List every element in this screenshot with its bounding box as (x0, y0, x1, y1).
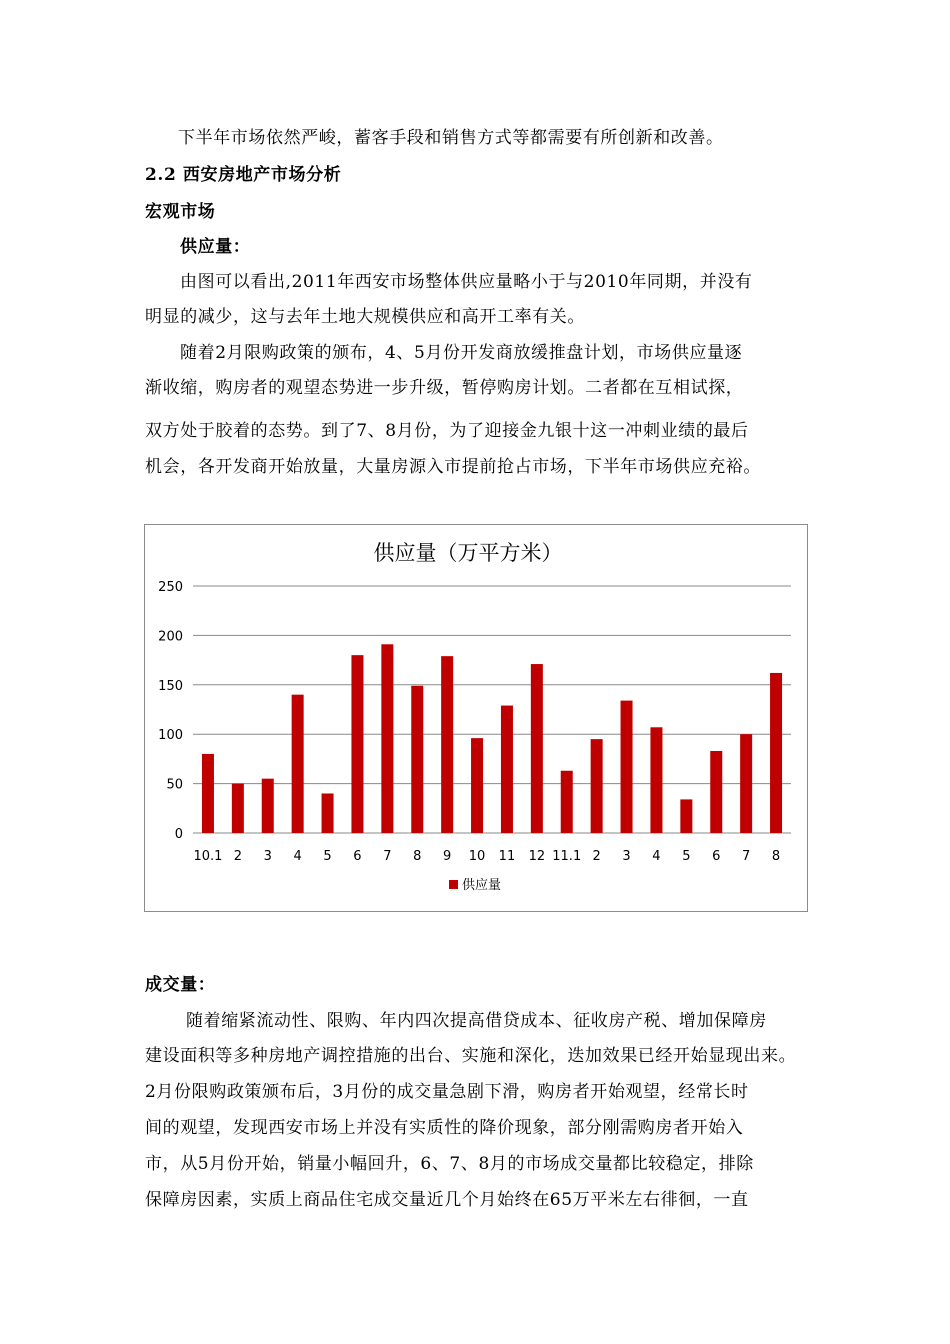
x-tick-label: 2 (592, 849, 601, 864)
y-tick-label: 250 (158, 580, 183, 595)
bar (381, 644, 393, 833)
x-tick-label: 2 (233, 849, 242, 864)
bar (531, 664, 543, 833)
deal-para-line3: 2月份限购政策颁布后，3月份的成交量急剧下滑，购房者开始观望，经常长时 (145, 1082, 749, 1102)
bar (621, 701, 633, 833)
bar (471, 738, 483, 833)
bar (262, 779, 274, 833)
bar (680, 799, 692, 833)
bar (322, 793, 334, 833)
deal-para-line6: 保障房因素，实质上商品住宅成交量近几个月始终在65万平米左右徘徊，一直 (145, 1190, 749, 1210)
supply-para2-line3: 双方处于胶着的态势。到了7、8月份，为了迎接金九银十这一冲刺业绩的最后 (145, 421, 749, 441)
x-tick-label: 6 (353, 849, 362, 864)
section-heading: 2.2 西安房地产市场分析 (145, 165, 342, 185)
bar (650, 727, 662, 833)
x-tick-label: 12 (528, 849, 546, 864)
x-tick-label: 4 (652, 849, 661, 864)
bar (501, 706, 513, 833)
x-tick-label: 10 (468, 849, 486, 864)
subheading-deal: 成交量： (145, 975, 216, 995)
legend-swatch (449, 880, 458, 889)
x-tick-label: 11 (498, 849, 516, 864)
deal-para-line2: 建设面积等多种房地产调控措施的出台、实施和深化，迭加效果已经开始显现出来。 (145, 1046, 797, 1066)
bar (591, 739, 603, 833)
y-tick-label: 100 (158, 728, 183, 744)
bar (770, 673, 782, 833)
supply-para1-line1: 由图可以看出,2011年西安市场整体供应量略小于与2010年同期，并没有 (180, 272, 753, 292)
x-tick-label: 7 (742, 849, 751, 864)
bar (561, 771, 573, 833)
supply-para2-line1: 随着2月限购政策的颁布，4、5月份开发商放缓推盘计划，市场供应量逐 (180, 343, 743, 363)
x-tick-label: 6 (712, 849, 721, 864)
subheading-macro: 宏观市场 (145, 202, 216, 222)
y-tick-label: 50 (166, 777, 183, 793)
x-tick-label: 9 (443, 849, 452, 864)
supply-para1-line2: 明显的减少，这与去年土地大规模供应和高开工率有关。 (145, 307, 585, 327)
bar (202, 754, 214, 833)
bar (441, 656, 453, 833)
x-tick-label: 5 (682, 849, 691, 864)
bar (740, 734, 752, 833)
bar (411, 686, 423, 833)
deal-para-line4: 间的观望，发现西安市场上并没有实质性的降价现象，部分刚需购房者开始入 (145, 1118, 744, 1138)
deal-para-line5: 市，从5月份开始，销量小幅回升，6、7、8月的市场成交量都比较稳定，排除 (145, 1154, 754, 1174)
x-tick-label: 10.1 (193, 849, 223, 864)
x-tick-label: 3 (263, 849, 272, 864)
subheading-supply: 供应量： (180, 237, 251, 257)
x-tick-label: 5 (323, 849, 332, 864)
y-tick-label: 150 (158, 678, 183, 694)
y-tick-label: 0 (174, 827, 183, 842)
x-tick-label: 11.1 (552, 849, 582, 864)
x-tick-label: 7 (383, 849, 392, 864)
x-tick-label: 3 (622, 849, 631, 864)
x-tick-label: 8 (771, 849, 781, 864)
supply-chart (144, 524, 808, 912)
x-tick-label: 4 (293, 849, 302, 864)
bar (351, 655, 363, 833)
supply-para2-line2: 渐收缩，购房者的观望态势进一步升级，暂停购房计划。二者都在互相试探， (145, 378, 744, 398)
deal-para-line1: 随着缩紧流动性、限购、年内四次提高借贷成本、征收房产税、增加保障房 (186, 1011, 767, 1031)
y-tick-label: 200 (158, 629, 183, 645)
legend-label: 供应量 (462, 878, 502, 893)
supply-para2-line4: 机会，各开发商开始放量，大量房源入市提前抢占市场，下半年市场供应充裕。 (145, 457, 761, 477)
bar (292, 695, 304, 833)
bar (232, 784, 244, 833)
supply-chart-svg (145, 525, 807, 911)
bar (710, 751, 722, 833)
paragraph-intro: 下半年市场依然严峻，蓄客手段和销售方式等都需要有所创新和改善。 (178, 128, 724, 148)
chart-title: 供应量（万平方米） (373, 541, 563, 565)
x-tick-label: 8 (413, 849, 422, 864)
